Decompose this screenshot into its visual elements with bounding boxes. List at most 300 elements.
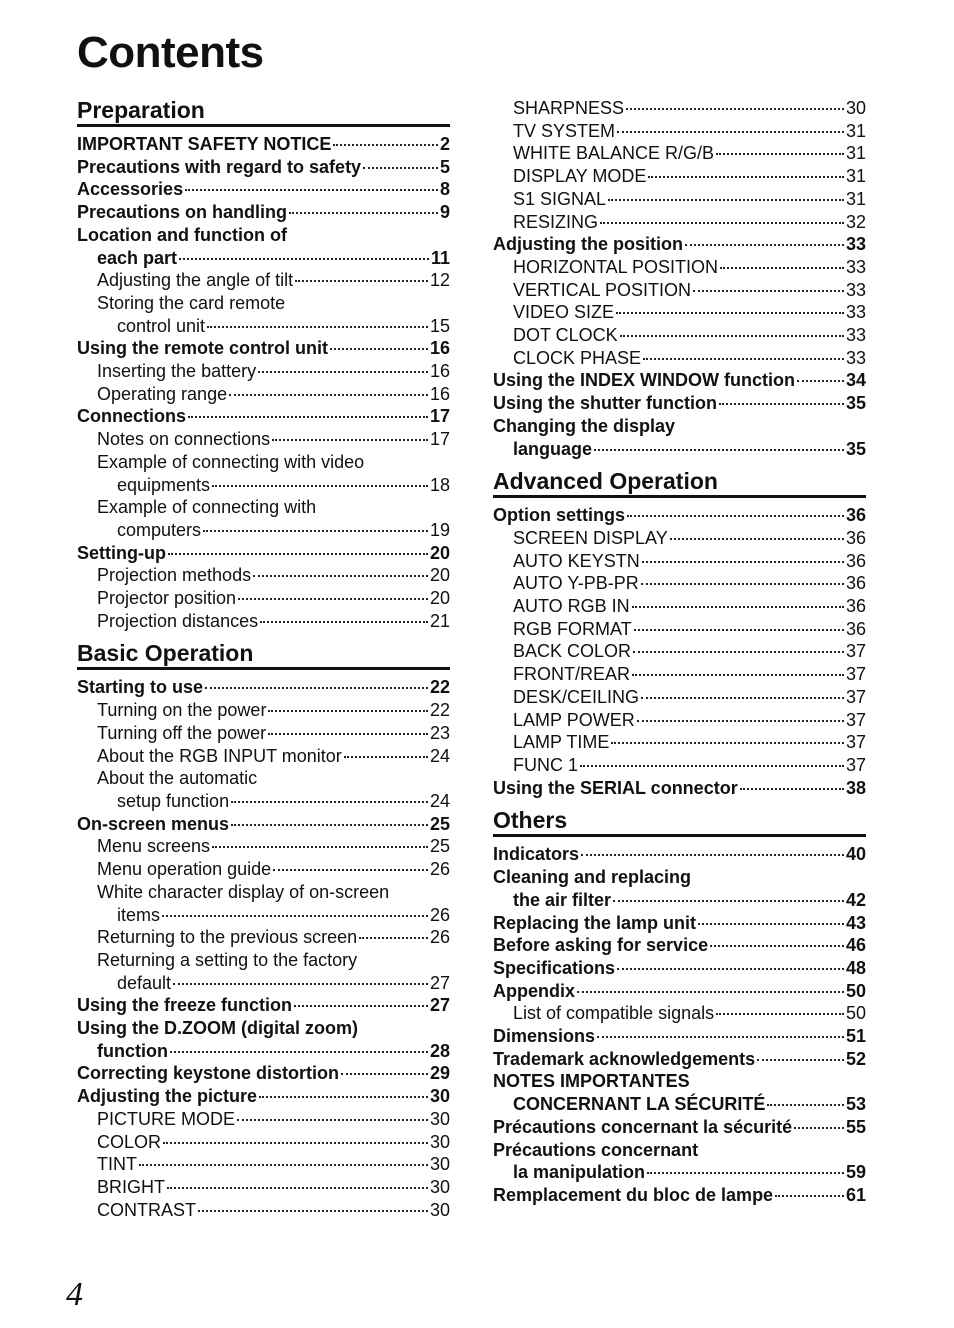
section-heading-advanced-operation: Advanced Operation [493,468,866,498]
toc-entry-title: Using the freeze function [77,995,293,1016]
toc-entry [493,1048,866,1071]
toc-entry-page: 20 [429,565,450,586]
toc-entry [493,618,866,641]
toc-entry-title: control unit [117,315,206,336]
toc-entry-page: 50 [845,1003,866,1024]
toc-entry-title: AUTO Y-PB-PR [513,573,639,594]
toc-entry [77,972,450,995]
dot-leader [647,1172,844,1174]
dot-leader [167,1187,428,1189]
toc-entry-title: CONCERNANT LA SÉCURITÉ [513,1094,766,1115]
toc-entry-title: Remplacement du bloc de lampe [493,1184,774,1205]
toc-entry [493,663,866,686]
toc-entry [77,1199,450,1222]
dot-leader [617,968,844,970]
page-number: 4 [66,1276,83,1313]
dot-leader [273,869,428,871]
dot-leader [720,267,844,269]
toc-entry [493,97,866,120]
toc-entry-page: 37 [845,641,866,662]
toc-entry [493,256,866,279]
toc-entry-title: equipments [117,474,211,495]
toc-entry [77,813,450,836]
toc-entry-title: la manipulation [513,1162,646,1183]
toc-entry-page: 20 [429,588,450,609]
dot-leader [670,538,844,540]
toc-entry-title: Location and function of [77,224,287,245]
dot-leader [203,530,428,532]
toc-entry-page: 23 [429,722,450,743]
toc-entry-title: About the automatic [97,768,258,789]
toc-entry-page: 30 [429,1154,450,1175]
toc-entry-page: 36 [845,596,866,617]
toc-section [493,97,866,460]
dot-leader [632,606,844,608]
toc-entry-title: Precautions on handling [77,202,288,223]
dot-leader [643,358,844,360]
toc-entry [77,1131,450,1154]
toc-entry [493,1093,866,1116]
toc-entry [493,1025,866,1048]
toc-entry-title: List of compatible signals [513,1003,715,1024]
section-heading-others: Others [493,807,866,837]
toc-entry-page: 30 [429,1131,450,1152]
toc-left-column [77,97,450,1221]
toc-entry-title: computers [117,519,202,540]
toc-entry-page: 33 [845,325,866,346]
toc-entry [77,926,450,949]
toc-entry-page: 26 [429,859,450,880]
toc-entry-title: AUTO RGB IN [513,596,630,617]
toc-entry-page: 16 [429,383,450,404]
toc-entry-title: Précautions concernant la sécurité [493,1116,793,1137]
toc-entry [77,699,450,722]
dot-leader [594,449,844,451]
toc-entry [493,347,866,370]
toc-entry-title: AUTO KEYSTN [513,550,640,571]
toc-entry-page: 51 [845,1026,866,1047]
toc-entry-page: 25 [429,836,450,857]
toc-section [77,97,450,632]
dot-leader [237,1119,428,1121]
dot-leader [794,1127,844,1129]
toc-entry-title: On-screen menus [77,813,230,834]
toc-entry-page: 33 [845,256,866,277]
toc-entry-page: 46 [845,935,866,956]
toc-entry [77,178,450,201]
toc-entry [77,676,450,699]
toc-entry-page: 17 [429,406,450,427]
dot-leader [212,846,428,848]
toc-entry-title: Using the INDEX WINDOW function [493,370,795,391]
toc-entry-page: 26 [429,904,450,925]
toc-entry-page: 35 [845,438,866,459]
dot-leader [170,1051,428,1053]
toc-entry-title: HORIZONTAL POSITION [513,256,719,277]
dot-leader [231,824,428,826]
toc-entry-title: DESK/CEILING [513,686,640,707]
toc-entry-page: 18 [429,474,450,495]
toc-entry [493,233,866,256]
toc-entry-page: 11 [430,247,450,268]
dot-leader [207,326,428,328]
toc-entry-title: Projection methods [97,565,252,586]
toc-entry [77,383,450,406]
toc-entry-page: 33 [845,302,866,323]
toc-entry-page: 30 [845,98,866,118]
toc-entry-page: 37 [845,664,866,685]
toc-entry-title: WHITE BALANCE R/G/B [513,143,715,164]
toc-entry-title: BACK COLOR [513,641,632,662]
toc-entry-title: Starting to use [77,677,204,698]
toc-entry-title: Returning to the previous screen [97,927,358,948]
toc-entry-page: 22 [429,677,450,698]
dot-leader [632,674,844,676]
toc-entry [493,279,866,302]
toc-entry-page: 48 [845,957,866,978]
toc-entry-title: Using the D.ZOOM (digital zoom) [77,1018,358,1039]
toc-right-column [493,97,866,1207]
toc-entry-page: 30 [429,1199,450,1220]
dot-leader [685,244,844,246]
toc-entry [77,247,450,270]
toc-entry-page: 24 [429,745,450,766]
toc-entry-title: TINT [97,1154,137,1175]
toc-entry-title: Example of connecting with [97,497,317,518]
toc-entry-page: 17 [429,429,450,450]
toc-entry [493,843,866,866]
dot-leader [637,720,844,722]
toc-entry [493,1116,866,1139]
toc-entry [493,1184,866,1207]
toc-entry-page: 31 [845,143,866,164]
toc-section [493,807,866,1206]
toc-entry [493,912,866,935]
dot-leader [608,199,844,201]
dot-leader [330,348,428,350]
toc-entry-title: Précautions concernant [493,1139,699,1160]
dot-leader [597,1036,844,1038]
toc-entry-title: White character display of on-screen [97,881,390,902]
dot-leader [581,854,844,856]
toc-entry-title: Menu operation guide [97,859,272,880]
dot-leader [188,416,428,418]
toc-entry [77,315,450,338]
toc-entry-title: Indicators [493,844,580,865]
toc-entry [77,564,450,587]
toc-entry-title: setup function [117,790,230,811]
toc-entry-title: Specifications [493,957,616,978]
toc-entry-title: Dimensions [493,1026,596,1047]
toc-entry [77,587,450,610]
toc-entry [493,188,866,211]
dot-leader [757,1059,844,1061]
toc-entry-title: Accessories [77,179,184,200]
toc-entry-title: CONTRAST [97,1199,196,1220]
dot-leader [295,280,428,282]
dot-leader [716,153,844,155]
toc-entry-page: 5 [439,156,450,177]
toc-entry [77,722,450,745]
dot-leader [641,697,844,699]
toc-entry [77,835,450,858]
toc-entry-title: Turning off the power [97,722,267,743]
dot-leader [185,189,438,191]
dot-leader [198,1210,428,1212]
toc-entry-page: 30 [429,1176,450,1197]
toc-entry [493,369,866,392]
dot-leader [698,923,844,925]
toc-entry [493,595,866,618]
toc-entry [77,1062,450,1085]
dot-leader [617,131,844,133]
toc-entry-title: each part [97,247,178,268]
toc-entry [493,934,866,957]
dot-leader [641,583,844,585]
dot-leader [359,937,428,939]
toc-entry-page: 30 [429,1086,450,1107]
toc-entry-page: 53 [845,1094,866,1115]
toc-entry-title: DISPLAY MODE [513,166,647,187]
toc-entry-page: 9 [439,202,450,223]
toc-entry [77,1176,450,1199]
toc-entry [493,527,866,550]
toc-entry-title: Using the SERIAL connector [493,777,738,798]
toc-entry [493,731,866,754]
toc-entry-page: 24 [429,790,450,811]
toc-entry [77,360,450,383]
toc-entry [77,1040,450,1063]
toc-entry-title: BRIGHT [97,1176,166,1197]
dot-leader [268,733,428,735]
toc-entry-title: SHARPNESS [513,98,625,118]
toc-entry-page: 37 [845,732,866,753]
toc-entry-page: 30 [429,1108,450,1129]
toc-entry-title: Correcting keystone distortion [77,1063,340,1084]
toc-entry [493,1161,866,1184]
toc-entry [493,980,866,1003]
toc-entry-title: VERTICAL POSITION [513,279,692,300]
toc-entry [77,542,450,565]
toc-entry-title: Turning on the power [97,700,267,721]
toc-entry-title: COLOR [97,1131,162,1152]
toc-entry-page: 61 [845,1184,866,1205]
toc-entry [77,1153,450,1176]
dot-leader [693,290,844,292]
toc-entry-title: CLOCK PHASE [513,347,642,368]
toc-entry-page: 16 [429,361,450,382]
dot-leader [775,1195,844,1197]
toc-entry-title: Menu screens [97,836,211,857]
toc-entry-title: FRONT/REAR [513,664,630,685]
toc-entry-page: 55 [845,1116,866,1137]
dot-leader [710,945,844,947]
toc-entry [493,438,866,461]
toc-entry-title: TV SYSTEM [513,120,616,141]
toc-entry [493,754,866,777]
toc-entry-title: the air filter [513,889,612,910]
dot-leader [740,788,844,790]
toc-entry-page: 16 [429,338,450,359]
dot-leader [626,108,844,110]
dot-leader [600,222,844,224]
dot-leader [344,756,428,758]
toc-entry-title: Using the shutter function [493,393,717,414]
dot-leader [179,258,429,260]
toc-entry-title: RGB FORMAT [513,618,632,639]
dot-leader [289,212,438,214]
dot-leader [205,687,428,689]
toc-entry-title: Projector position [97,588,237,609]
toc-entry-page: 32 [845,211,866,232]
toc-entry [493,392,866,415]
section-heading-preparation: Preparation [77,97,450,127]
toc-entry-title: Setting-up [77,542,166,563]
toc-entry-page: 42 [845,889,866,910]
toc-entry [77,428,450,451]
toc-entry [493,709,866,732]
toc-entry [77,610,450,633]
toc-entry-title: LAMP POWER [513,709,635,730]
toc-entry [493,504,866,527]
dot-leader [611,742,844,744]
dot-leader [231,801,428,803]
dot-leader [613,900,844,902]
toc-entry-title: LAMP TIME [513,732,610,753]
toc-entry-page: 52 [845,1048,866,1069]
toc-entry-title: About the RGB INPUT monitor [97,745,342,766]
toc-entry [493,211,866,234]
toc-entry-page: 8 [439,179,450,200]
toc-entry-page: 59 [845,1162,866,1183]
toc-entry-title: PICTURE MODE [97,1108,236,1129]
dot-leader [162,915,428,917]
toc-entry [493,1002,866,1025]
toc-entry-title: NOTES IMPORTANTES [493,1071,690,1092]
toc-entry-page: 27 [429,972,450,993]
toc-entry-page: 33 [845,234,866,255]
toc-entry-page: 21 [429,610,450,631]
dot-leader [259,1096,428,1098]
dot-leader [627,515,844,517]
toc-entry [77,745,450,768]
toc-entry-page: 36 [845,505,866,526]
toc-entry-title: Storing the card remote [97,292,286,313]
toc-entry [493,120,866,143]
toc-entry-title: Cleaning and replacing [493,867,692,888]
toc-entry-page: 12 [429,270,450,291]
toc-entry-page: 2 [439,134,450,154]
toc-entry [493,777,866,800]
toc-entry [77,337,450,360]
toc-entry [493,957,866,980]
toc-entry-title: DOT CLOCK [513,325,618,346]
toc-entry-title: Using the remote control unit [77,338,329,359]
dot-leader [616,312,844,314]
toc-entry-title: Returning a setting to the factory [97,949,358,970]
toc-entry-page: 36 [845,527,866,548]
toc-entry-title: IMPORTANT SAFETY NOTICE [77,134,332,154]
toc-entry [493,142,866,165]
dot-leader [139,1164,428,1166]
toc-entry-title: Adjusting the picture [77,1086,257,1107]
toc-entry-page: 31 [845,166,866,187]
toc-entry-title: Before asking for service [493,935,709,956]
toc-entry [493,165,866,188]
toc-entry-title: VIDEO SIZE [513,302,615,323]
toc-entry-title: Notes on connections [97,429,271,450]
toc-entry-page: 27 [429,995,450,1016]
dot-leader [797,380,844,382]
toc-entry-title: Replacing the lamp unit [493,912,697,933]
section-heading-basic-operation: Basic Operation [77,640,450,670]
toc-entry [77,1085,450,1108]
toc-entry [77,269,450,292]
toc-entry-title: Projection distances [97,610,259,631]
toc-entry-page: 22 [429,700,450,721]
dot-leader [238,598,428,600]
toc-section [77,640,450,1221]
dot-leader [229,394,428,396]
toc-entry [77,790,450,813]
toc-entry-page: 36 [845,550,866,571]
dot-leader [253,575,428,577]
dot-leader [633,651,844,653]
toc-entry-page: 36 [845,573,866,594]
toc-entry-page: 37 [845,754,866,775]
dot-leader [648,176,844,178]
toc-entry-page: 37 [845,686,866,707]
toc-entry-page: 15 [429,315,450,336]
toc-entry [77,994,450,1017]
toc-entry [493,686,866,709]
toc-entry-page: 50 [845,980,866,1001]
toc-entry-page: 36 [845,618,866,639]
dot-leader [634,629,844,631]
toc-entry [77,156,450,179]
dot-leader [260,621,428,623]
toc-entry-page: 31 [845,188,866,209]
dot-leader [341,1073,428,1075]
toc-entry-title: FUNC 1 [513,754,579,775]
toc-entry [493,889,866,912]
toc-entry [77,133,450,156]
dot-leader [212,485,428,487]
toc-entry-title: Trademark acknowledgements [493,1048,756,1069]
dot-leader [173,983,428,985]
toc-entry-page: 19 [429,519,450,540]
toc-entry-title: Precautions with regard to safety [77,156,362,177]
toc-entry-title: default [117,972,172,993]
toc-entry-page: 35 [845,393,866,414]
toc-entry-title: Option settings [493,505,625,526]
toc-entry-page: 20 [429,542,450,563]
toc-entry-title: Adjusting the position [493,234,683,255]
toc-entry [493,301,866,324]
toc-entry-page: 34 [845,370,866,391]
toc-entry [77,474,450,497]
toc-entry-title: Appendix [493,980,576,1001]
toc-entry-title: items [117,904,161,925]
toc-section [493,468,866,799]
dot-leader [719,403,844,405]
toc-entry-page: 26 [429,927,450,948]
dot-leader [363,167,438,169]
toc-entry [77,904,450,927]
dot-leader [163,1142,428,1144]
dot-leader [642,561,844,563]
toc-entry [77,1108,450,1131]
